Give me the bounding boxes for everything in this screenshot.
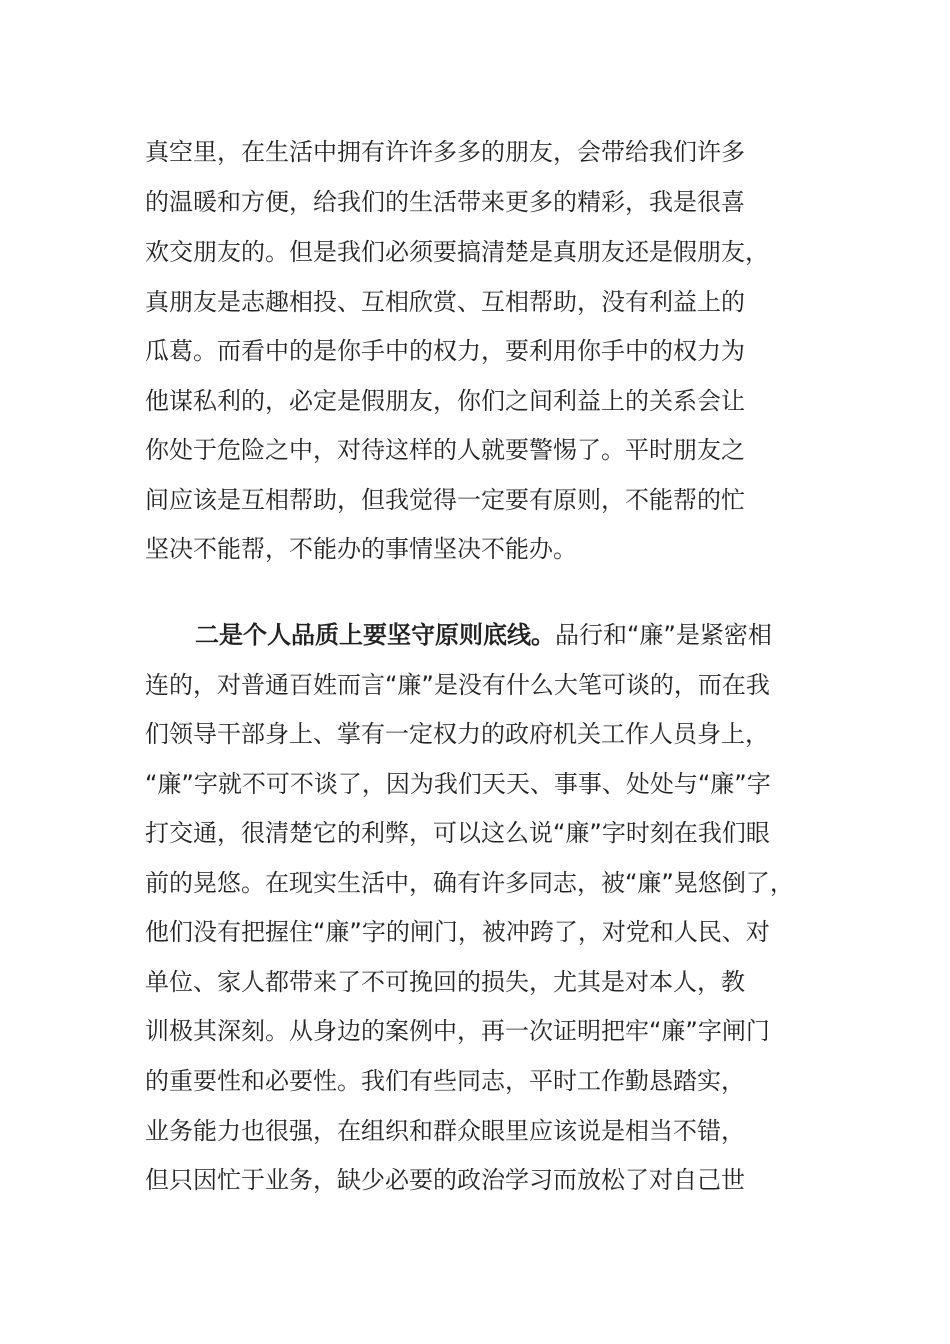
text-line: 真朋友是志趣相投、互相欣赏、互相帮助，没有利益上的 [145, 288, 745, 316]
text-line: 业务能力也很强，在组织和群众眼里应该说是相当不错， [145, 1117, 745, 1145]
text-line: “廉”字就不可不谈了，因为我们天天、事事、处处与“廉”字 [145, 770, 771, 798]
text-line: 单位、家人都带来了不可挽回的损失，尤其是对本人，教 [145, 968, 745, 996]
text-run: 品行和“廉”是紧密相 [555, 621, 772, 649]
text-line: 真空里，在生活中拥有许许多多的朋友，会带给我们许多 [145, 138, 745, 166]
text-line: 你处于危险之中，对待这样的人就要警惕了。平时朋友之 [145, 436, 745, 464]
text-line: 瓜葛。而看中的是你手中的权力，要利用你手中的权力为 [145, 337, 745, 365]
text-line: 欢交朋友的。但是我们必须要搞清楚是真朋友还是假朋友， [145, 238, 769, 266]
text-line: 的重要性和必要性。我们有些同志，平时工作勤恳踏实， [145, 1067, 745, 1095]
text-line: 训极其深刻。从身边的案例中，再一次证明把牢“廉”字闸门 [145, 1017, 770, 1045]
text-line: 前的晃悠。在现实生活中，确有许多同志，被“廉”晃悠倒了， [145, 869, 794, 897]
text-line: 打交通，很清楚它的利弊，可以这么说“廉”字时刻在我们眼 [145, 819, 770, 847]
paragraph-heading: 二是个人品质上要坚守原则底线。 [195, 621, 555, 649]
text-line: 们领导干部身上、掌有一定权力的政府机关工作人员身上， [145, 720, 769, 748]
text-line-first [195, 617, 875, 653]
text-line: 的温暖和方便，给我们的生活带来更多的精彩，我是很喜 [145, 188, 745, 216]
text-line: 坚决不能帮，不能办的事情坚决不能办。 [145, 535, 577, 563]
text-line: 他们没有把握住“廉”字的闸门，被冲跨了，对党和人民、对 [145, 918, 770, 946]
text-line: 连的，对普通百姓而言“廉”是没有什么大笔可谈的，而在我 [145, 671, 770, 699]
text-line: 他谋私利的，必定是假朋友，你们之间利益上的关系会让 [145, 387, 745, 415]
text-line: 间应该是互相帮助，但我觉得一定要有原则，不能帮的忙 [145, 486, 745, 514]
text-line: 但只因忙于业务，缺少必要的政治学习而放松了对自己世 [145, 1166, 745, 1194]
